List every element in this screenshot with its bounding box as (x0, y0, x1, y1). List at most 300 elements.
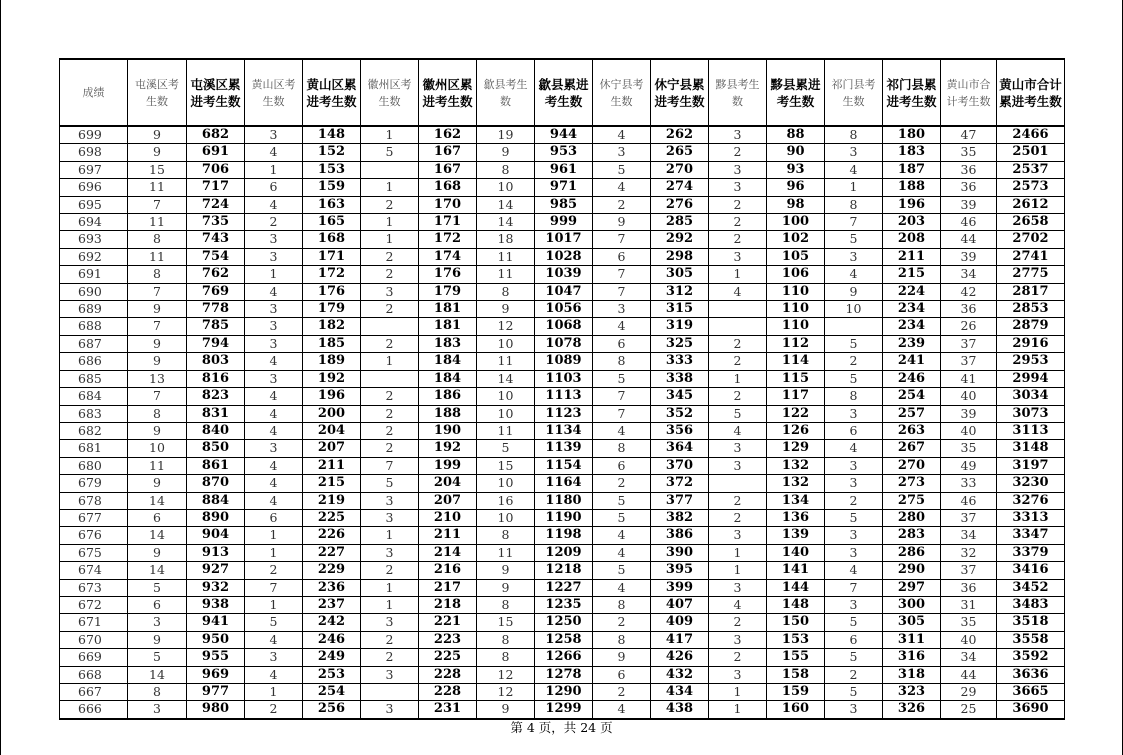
count-cell: 15 (477, 457, 535, 474)
cumulative-cell: 3230 (997, 475, 1065, 492)
count-cell: 3 (245, 126, 303, 144)
cumulative-cell: 158 (767, 666, 825, 683)
table-row (60, 214, 1065, 231)
count-cell: 6 (245, 509, 303, 526)
table-row (60, 161, 1065, 178)
score-cell: 682 (60, 422, 128, 439)
count-cell: 14 (128, 562, 187, 579)
cumulative-cell: 180 (883, 126, 941, 144)
count-cell: 6 (245, 179, 303, 196)
count-cell: 2 (709, 509, 767, 526)
table-row (60, 405, 1065, 422)
count-cell: 6 (593, 248, 651, 265)
column-header: 歙县累进考生数 (535, 59, 593, 126)
cumulative-cell: 262 (651, 126, 709, 144)
table-row (60, 527, 1065, 544)
count-cell: 4 (709, 422, 767, 439)
cumulative-cell: 219 (303, 492, 361, 509)
cumulative-cell: 214 (419, 544, 477, 561)
count-cell: 3 (361, 666, 419, 683)
table-row (60, 562, 1065, 579)
cumulative-cell: 210 (419, 509, 477, 526)
cumulative-cell: 183 (419, 335, 477, 352)
count-cell: 8 (477, 161, 535, 178)
cumulative-cell: 200 (303, 405, 361, 422)
cumulative-cell: 90 (767, 144, 825, 161)
count-cell: 1 (709, 684, 767, 701)
count-cell: 7 (128, 388, 187, 405)
count-cell: 1 (245, 596, 303, 613)
cumulative-cell: 1190 (535, 509, 593, 526)
count-cell: 9 (477, 701, 535, 719)
count-cell: 4 (593, 527, 651, 544)
cumulative-cell: 3034 (997, 388, 1065, 405)
count-cell: 3 (709, 579, 767, 596)
count-cell: 2 (361, 422, 419, 439)
count-cell: 11 (477, 248, 535, 265)
count-cell: 8 (477, 631, 535, 648)
cumulative-cell: 225 (419, 649, 477, 666)
count-cell: 3 (825, 544, 883, 561)
cumulative-cell: 265 (651, 144, 709, 161)
cumulative-cell: 323 (883, 684, 941, 701)
count-cell: 9 (128, 353, 187, 370)
count-cell: 2 (361, 649, 419, 666)
count-cell: 5 (825, 684, 883, 701)
cumulative-cell: 1299 (535, 701, 593, 719)
count-cell: 3 (709, 527, 767, 544)
column-header: 徽州区累进考生数 (419, 59, 477, 126)
cumulative-cell: 1258 (535, 631, 593, 648)
score-cell: 689 (60, 301, 128, 318)
count-cell: 9 (128, 422, 187, 439)
count-cell: 11 (477, 266, 535, 283)
count-cell: 5 (825, 335, 883, 352)
count-cell: 1 (245, 161, 303, 178)
cumulative-cell: 172 (419, 231, 477, 248)
cumulative-cell: 285 (651, 214, 709, 231)
count-cell: 1 (825, 179, 883, 196)
count-cell: 47 (941, 126, 997, 144)
cumulative-cell: 253 (303, 666, 361, 683)
cumulative-cell: 399 (651, 579, 709, 596)
count-cell: 46 (941, 492, 997, 509)
cumulative-cell: 1113 (535, 388, 593, 405)
count-cell: 11 (477, 353, 535, 370)
cumulative-cell: 270 (651, 161, 709, 178)
count-cell: 5 (128, 649, 187, 666)
count-cell: 16 (477, 492, 535, 509)
table-row (60, 649, 1065, 666)
score-cell: 678 (60, 492, 128, 509)
cumulative-cell: 890 (187, 509, 245, 526)
column-header: 黟县考生数 (709, 59, 767, 126)
count-cell: 9 (593, 214, 651, 231)
count-cell: 8 (128, 231, 187, 248)
cumulative-cell: 241 (883, 353, 941, 370)
cumulative-cell: 2702 (997, 231, 1065, 248)
cumulative-cell: 140 (767, 544, 825, 561)
cumulative-cell: 372 (651, 475, 709, 492)
count-cell: 2 (825, 353, 883, 370)
table-row (60, 475, 1065, 492)
cumulative-cell: 126 (767, 422, 825, 439)
count-cell: 3 (825, 701, 883, 719)
page-footer: 第 4 页，共 24 页 (510, 720, 613, 735)
count-cell: 3 (709, 161, 767, 178)
cumulative-cell: 93 (767, 161, 825, 178)
count-cell (361, 318, 419, 335)
table-row (60, 701, 1065, 719)
score-cell: 672 (60, 596, 128, 613)
cumulative-cell: 762 (187, 266, 245, 283)
cumulative-cell: 159 (767, 684, 825, 701)
count-cell: 6 (593, 666, 651, 683)
count-cell: 2 (361, 405, 419, 422)
count-cell (709, 318, 767, 335)
cumulative-cell: 254 (883, 388, 941, 405)
cumulative-cell: 184 (419, 353, 477, 370)
count-cell: 3 (825, 457, 883, 474)
table-row (60, 126, 1065, 144)
count-cell: 4 (709, 283, 767, 300)
cumulative-cell: 305 (651, 266, 709, 283)
cumulative-cell: 292 (651, 231, 709, 248)
column-header: 黟县累进考生数 (767, 59, 825, 126)
cumulative-cell: 153 (303, 161, 361, 178)
count-cell: 3 (245, 248, 303, 265)
score-cell: 694 (60, 214, 128, 231)
cumulative-cell: 311 (883, 631, 941, 648)
cumulative-cell: 969 (187, 666, 245, 683)
score-cell: 674 (60, 562, 128, 579)
count-cell: 10 (477, 179, 535, 196)
count-cell: 2 (709, 231, 767, 248)
cumulative-cell: 221 (419, 614, 477, 631)
count-cell: 3 (361, 544, 419, 561)
table-row (60, 370, 1065, 387)
cumulative-cell: 153 (767, 631, 825, 648)
cumulative-cell: 953 (535, 144, 593, 161)
count-cell: 4 (245, 422, 303, 439)
count-cell: 7 (593, 266, 651, 283)
count-cell: 3 (245, 301, 303, 318)
count-cell: 3 (361, 492, 419, 509)
table-row (60, 353, 1065, 370)
count-cell: 4 (245, 475, 303, 492)
cumulative-cell: 1250 (535, 614, 593, 631)
cumulative-cell: 1028 (535, 248, 593, 265)
count-cell: 1 (361, 126, 419, 144)
table-row (60, 231, 1065, 248)
count-cell: 2 (361, 388, 419, 405)
page-left-edge (0, 0, 1, 755)
count-cell: 3 (825, 405, 883, 422)
cumulative-cell: 3276 (997, 492, 1065, 509)
count-cell: 3 (709, 440, 767, 457)
count-cell: 12 (477, 666, 535, 683)
cumulative-cell: 3690 (997, 701, 1065, 719)
cumulative-cell: 319 (651, 318, 709, 335)
count-cell: 8 (128, 684, 187, 701)
score-cell: 699 (60, 126, 128, 144)
cumulative-cell: 179 (419, 283, 477, 300)
count-cell: 5 (593, 370, 651, 387)
cumulative-cell: 237 (303, 596, 361, 613)
cumulative-cell: 257 (883, 405, 941, 422)
cumulative-cell: 1089 (535, 353, 593, 370)
count-cell (361, 370, 419, 387)
cumulative-cell: 270 (883, 457, 941, 474)
score-cell: 687 (60, 335, 128, 352)
count-cell: 1 (361, 231, 419, 248)
cumulative-cell: 390 (651, 544, 709, 561)
score-cell: 688 (60, 318, 128, 335)
column-header: 祁门县累进考生数 (883, 59, 941, 126)
cumulative-cell: 263 (883, 422, 941, 439)
count-cell: 25 (941, 701, 997, 719)
cumulative-cell: 2994 (997, 370, 1065, 387)
cumulative-cell: 159 (303, 179, 361, 196)
cumulative-cell: 315 (651, 301, 709, 318)
count-cell: 4 (245, 196, 303, 213)
cumulative-cell: 181 (419, 318, 477, 335)
cumulative-cell: 274 (651, 179, 709, 196)
cumulative-cell: 228 (419, 666, 477, 683)
count-cell: 6 (593, 335, 651, 352)
score-cell: 673 (60, 579, 128, 596)
count-cell: 1 (245, 527, 303, 544)
count-cell: 3 (709, 126, 767, 144)
cumulative-cell: 985 (535, 196, 593, 213)
cumulative-cell: 386 (651, 527, 709, 544)
cumulative-cell: 356 (651, 422, 709, 439)
table-row (60, 318, 1065, 335)
cumulative-cell: 3518 (997, 614, 1065, 631)
count-cell: 7 (128, 283, 187, 300)
count-cell: 7 (361, 457, 419, 474)
count-cell: 3 (593, 301, 651, 318)
count-cell: 5 (245, 614, 303, 631)
count-cell: 9 (128, 544, 187, 561)
cumulative-cell: 171 (303, 248, 361, 265)
count-cell: 14 (128, 527, 187, 544)
count-cell: 39 (941, 248, 997, 265)
score-cell: 690 (60, 283, 128, 300)
cumulative-cell: 326 (883, 701, 941, 719)
count-cell: 1 (361, 214, 419, 231)
cumulative-cell: 203 (883, 214, 941, 231)
count-cell: 3 (593, 144, 651, 161)
column-header: 徽州区考生数 (361, 59, 419, 126)
cumulative-cell: 167 (419, 144, 477, 161)
cumulative-cell: 199 (419, 457, 477, 474)
cumulative-cell: 1039 (535, 266, 593, 283)
cumulative-cell: 2879 (997, 318, 1065, 335)
count-cell: 1 (361, 179, 419, 196)
cumulative-cell: 803 (187, 353, 245, 370)
count-cell: 2 (825, 666, 883, 683)
count-cell: 7 (593, 283, 651, 300)
count-cell: 2 (709, 614, 767, 631)
cumulative-cell: 850 (187, 440, 245, 457)
cumulative-cell: 122 (767, 405, 825, 422)
count-cell: 35 (941, 440, 997, 457)
count-cell: 5 (477, 440, 535, 457)
cumulative-cell: 129 (767, 440, 825, 457)
cumulative-cell: 932 (187, 579, 245, 596)
score-cell: 666 (60, 701, 128, 719)
count-cell: 10 (128, 440, 187, 457)
cumulative-cell: 3592 (997, 649, 1065, 666)
count-cell: 11 (477, 422, 535, 439)
count-cell: 2 (709, 353, 767, 370)
count-cell: 1 (709, 266, 767, 283)
count-cell: 3 (825, 527, 883, 544)
count-cell: 39 (941, 196, 997, 213)
score-cell: 677 (60, 509, 128, 526)
cumulative-cell: 290 (883, 562, 941, 579)
cumulative-cell: 735 (187, 214, 245, 231)
cumulative-cell: 102 (767, 231, 825, 248)
count-cell: 4 (245, 405, 303, 422)
cumulative-cell: 3379 (997, 544, 1065, 561)
cumulative-cell: 2612 (997, 196, 1065, 213)
count-cell: 36 (941, 301, 997, 318)
count-cell: 46 (941, 214, 997, 231)
count-cell: 4 (245, 457, 303, 474)
cumulative-cell: 840 (187, 422, 245, 439)
cumulative-cell: 188 (883, 179, 941, 196)
cumulative-cell: 1218 (535, 562, 593, 579)
table-row (60, 196, 1065, 213)
count-cell: 6 (825, 631, 883, 648)
cumulative-cell: 204 (419, 475, 477, 492)
count-cell: 12 (477, 684, 535, 701)
cumulative-cell: 754 (187, 248, 245, 265)
cumulative-cell: 225 (303, 509, 361, 526)
cumulative-cell: 165 (303, 214, 361, 231)
count-cell: 6 (128, 509, 187, 526)
count-cell: 2 (245, 214, 303, 231)
cumulative-cell: 434 (651, 684, 709, 701)
cumulative-cell: 3452 (997, 579, 1065, 596)
count-cell: 14 (477, 196, 535, 213)
column-header: 成绩 (60, 59, 128, 126)
count-cell: 11 (128, 248, 187, 265)
cumulative-cell: 743 (187, 231, 245, 248)
count-cell: 4 (245, 666, 303, 683)
count-cell: 18 (477, 231, 535, 248)
count-cell: 2 (709, 388, 767, 405)
table-row (60, 544, 1065, 561)
count-cell: 2 (245, 562, 303, 579)
cumulative-cell: 224 (883, 283, 941, 300)
count-cell: 3 (825, 144, 883, 161)
count-cell: 2 (361, 631, 419, 648)
score-cell: 667 (60, 684, 128, 701)
cumulative-cell: 1266 (535, 649, 593, 666)
count-cell: 5 (361, 144, 419, 161)
count-cell: 4 (245, 144, 303, 161)
cumulative-cell: 160 (767, 701, 825, 719)
cumulative-cell: 432 (651, 666, 709, 683)
cumulative-cell: 150 (767, 614, 825, 631)
count-cell: 2 (593, 196, 651, 213)
count-cell: 9 (128, 301, 187, 318)
count-cell: 8 (477, 527, 535, 544)
cumulative-cell: 3148 (997, 440, 1065, 457)
count-cell: 4 (593, 318, 651, 335)
cumulative-cell: 170 (419, 196, 477, 213)
count-cell: 4 (593, 126, 651, 144)
count-cell: 36 (941, 161, 997, 178)
count-cell: 8 (477, 596, 535, 613)
cumulative-cell: 162 (419, 126, 477, 144)
cumulative-cell: 3073 (997, 405, 1065, 422)
count-cell: 4 (245, 492, 303, 509)
score-cell: 691 (60, 266, 128, 283)
cumulative-cell: 114 (767, 353, 825, 370)
count-cell: 9 (128, 631, 187, 648)
cumulative-cell: 1235 (535, 596, 593, 613)
count-cell: 1 (709, 562, 767, 579)
count-cell (825, 318, 883, 335)
count-cell: 3 (709, 248, 767, 265)
cumulative-cell: 152 (303, 144, 361, 161)
cumulative-cell: 3483 (997, 596, 1065, 613)
cumulative-cell: 884 (187, 492, 245, 509)
count-cell: 14 (128, 666, 187, 683)
count-cell: 9 (128, 335, 187, 352)
count-cell: 4 (245, 353, 303, 370)
count-cell: 44 (941, 231, 997, 248)
column-header: 黄山市合计累进考生数 (997, 59, 1065, 126)
count-cell: 10 (477, 475, 535, 492)
cumulative-cell: 100 (767, 214, 825, 231)
count-cell: 42 (941, 283, 997, 300)
cumulative-cell: 110 (767, 283, 825, 300)
cumulative-cell: 179 (303, 301, 361, 318)
count-cell: 3 (128, 614, 187, 631)
cumulative-cell: 318 (883, 666, 941, 683)
count-cell: 8 (593, 631, 651, 648)
cumulative-cell: 236 (303, 579, 361, 596)
score-cell: 684 (60, 388, 128, 405)
count-cell: 1 (361, 527, 419, 544)
count-cell: 5 (825, 649, 883, 666)
count-cell: 37 (941, 353, 997, 370)
cumulative-cell: 870 (187, 475, 245, 492)
count-cell: 7 (593, 231, 651, 248)
cumulative-cell: 132 (767, 457, 825, 474)
cumulative-cell: 98 (767, 196, 825, 213)
cumulative-cell: 2916 (997, 335, 1065, 352)
count-cell: 8 (593, 440, 651, 457)
cumulative-cell: 706 (187, 161, 245, 178)
count-cell: 41 (941, 370, 997, 387)
cumulative-cell: 148 (303, 126, 361, 144)
count-cell (361, 161, 419, 178)
cumulative-cell: 234 (883, 301, 941, 318)
cumulative-cell: 215 (883, 266, 941, 283)
cumulative-cell: 286 (883, 544, 941, 561)
count-cell: 2 (361, 248, 419, 265)
cumulative-cell: 168 (303, 231, 361, 248)
cumulative-cell: 409 (651, 614, 709, 631)
count-cell: 19 (477, 126, 535, 144)
score-cell: 692 (60, 248, 128, 265)
